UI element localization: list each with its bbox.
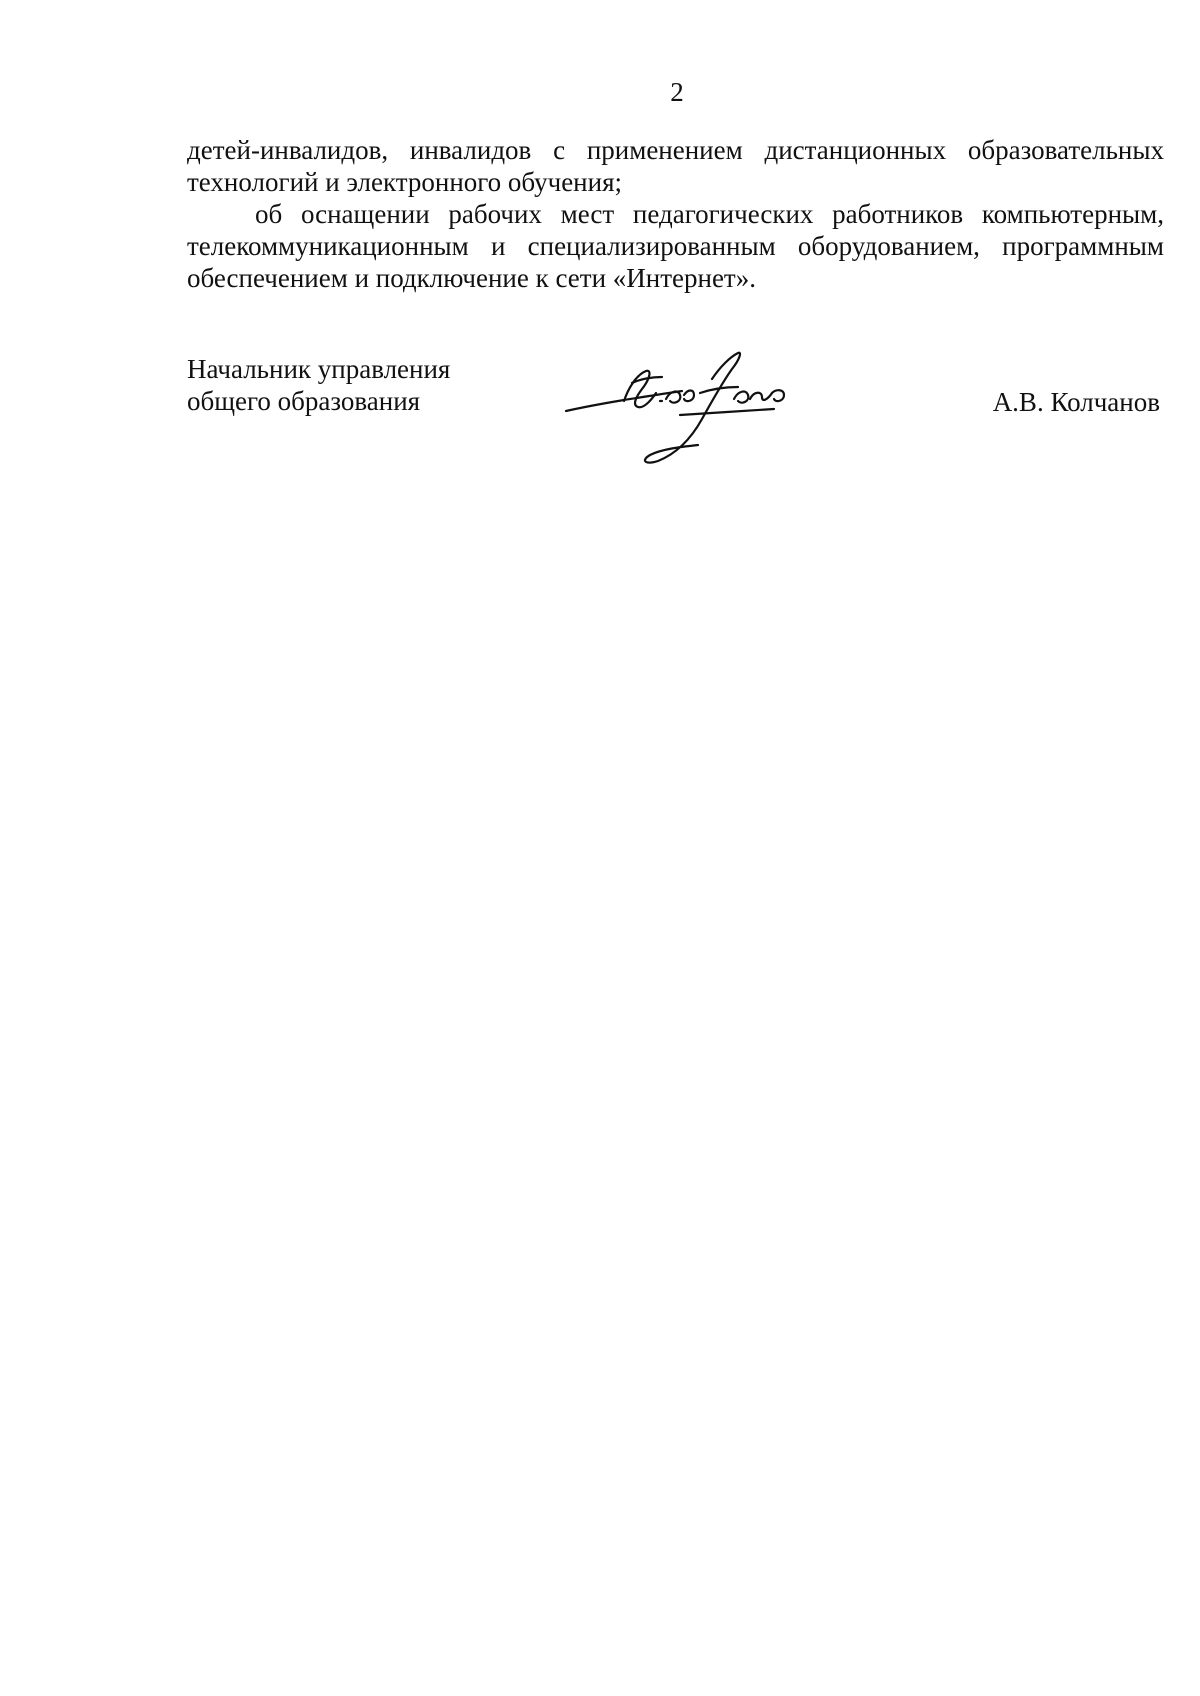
text-line: обеспечением и подключение к сети «Интернет». xyxy=(187,263,756,293)
document-body xyxy=(187,134,1164,294)
paragraph-continuation xyxy=(187,134,1164,198)
text-line: детей-инвалидов, инвалидов с применением дистанционных образовательных xyxy=(187,135,1164,165)
signatory-name: А.В. Колчанов xyxy=(992,387,1160,417)
text-line: телекоммуникационным и специализированным оборудованием, программным xyxy=(187,231,1164,261)
handwritten-signature-icon xyxy=(562,349,802,469)
text-line: технологий и электронного обучения; xyxy=(187,167,623,197)
text-line: об оснащении рабочих мест педагогических работников компьютерным, xyxy=(255,199,1164,229)
page-number: 2 xyxy=(670,77,684,107)
position-line: общего образования xyxy=(187,386,421,416)
signatory-position xyxy=(187,353,450,417)
position-line: Начальник управления xyxy=(187,354,451,384)
paragraph-equipment xyxy=(187,198,1164,294)
signature-block xyxy=(187,353,1164,473)
